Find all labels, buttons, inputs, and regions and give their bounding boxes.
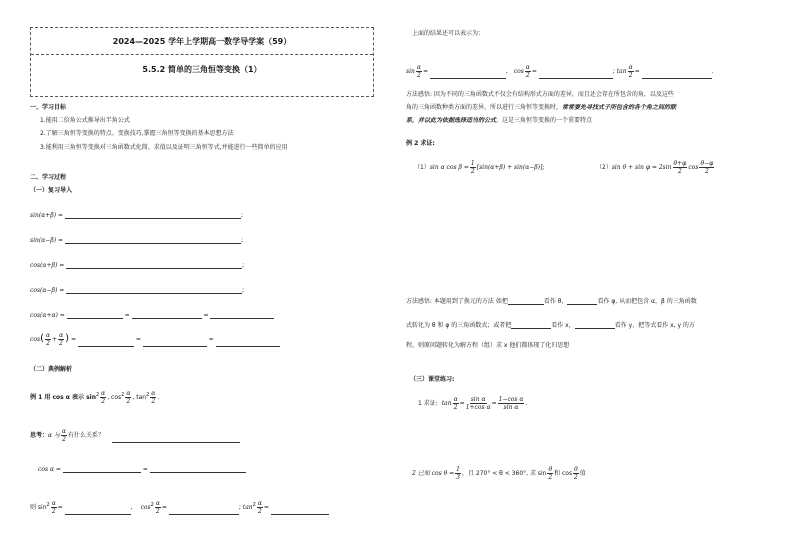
formula-label: cos(α−β) = xyxy=(30,287,65,294)
fraction: $\frac{\alpha}{2}$ xyxy=(151,390,156,405)
above-results-text: 上面的结果还可以表示为： xyxy=(412,30,485,37)
half-angle-line: 则 $\sin^2$ $\frac{\alpha}{2}$ = , $\cos^2$ $\frac{\alpha}{2}$ = ; $\tan^2$ $\frac{\alpha}{2}$ = xyxy=(30,500,329,515)
text: 看作 θ， xyxy=(543,298,568,305)
method-note-2-line-3: 程，则原问题转化为解方程（组）求 x 他们都体现了化归思想 xyxy=(406,342,570,349)
method-note-1-line-3 xyxy=(406,117,592,124)
equals: = xyxy=(203,312,209,319)
formula-label: cos(α+α) = xyxy=(30,312,65,319)
fraction: $\frac{\alpha}{2}$ xyxy=(453,396,458,411)
answer-blank[interactable] xyxy=(65,508,131,515)
fraction: $\frac{\alpha}{2}$ xyxy=(45,332,51,347)
text: sin xyxy=(406,68,415,75)
fraction: $\frac{\alpha}{2}$ xyxy=(51,500,56,515)
emphasis-text: 常常要先寻找式子所包含的各个角之间的联 xyxy=(562,104,677,111)
fraction: $\frac{1}{3}$ xyxy=(456,466,460,481)
examples-heading: （二）典例解析 xyxy=(30,366,73,373)
review-line-1 xyxy=(30,212,243,219)
fraction: $\frac{\alpha}{2}$ xyxy=(257,500,262,515)
example-label: 例 1 用 cos α 表示 sin xyxy=(30,394,96,401)
answer-blank[interactable] xyxy=(210,312,274,319)
text: 看作 x， xyxy=(551,322,575,329)
answer-blank[interactable] xyxy=(67,312,123,319)
answer-blank[interactable] xyxy=(539,72,613,79)
answer-blank[interactable] xyxy=(508,298,544,305)
method-note-1-line-2 xyxy=(406,104,676,111)
text: tan xyxy=(242,504,253,511)
fraction: $\frac{\theta+\varphi}{2}$ xyxy=(673,160,687,175)
objective-2: 2.了解三角恒等变换的特点、变换技巧,掌握三角恒等变换的基本思想方法 xyxy=(40,130,234,137)
equals: = xyxy=(208,336,214,343)
review-line-4 xyxy=(30,287,244,294)
text: 值 xyxy=(579,470,586,477)
answer-blank[interactable] xyxy=(271,508,329,515)
punct: . xyxy=(525,400,528,407)
punct: ; xyxy=(238,504,241,511)
equals: = xyxy=(263,504,269,511)
formula-label: cos xyxy=(30,336,41,343)
answer-blank[interactable] xyxy=(66,287,245,294)
practice-2 xyxy=(412,466,586,481)
text: 看作 φ, 从而把包含 α，β 的三角函数 xyxy=(597,298,697,305)
header-box xyxy=(30,27,374,97)
answer-blank[interactable] xyxy=(65,212,241,219)
equals: = xyxy=(57,504,63,511)
formula: tan xyxy=(441,400,452,407)
answer-blank[interactable] xyxy=(169,508,239,515)
formula: sin θ + sin φ = 2sin xyxy=(611,164,672,171)
text: cos xyxy=(513,68,524,75)
answer-blank[interactable] xyxy=(216,340,280,347)
text: 方法感悟: 本题用到了换元的方法 如把 xyxy=(406,298,508,305)
cos-a-line xyxy=(38,466,246,473)
answer-blank[interactable] xyxy=(78,340,134,347)
text: , cos xyxy=(107,394,122,401)
text: 2 已知 cos θ = xyxy=(412,470,455,477)
example-2-part-1 xyxy=(414,160,544,175)
text: 则 sin xyxy=(30,504,47,511)
answer-blank[interactable] xyxy=(430,72,506,79)
review-heading: （一）复习导入 xyxy=(30,187,73,194)
formula: cos xyxy=(688,164,699,171)
text: ，且 270° < θ < 360°, 求 sin xyxy=(461,470,547,477)
fraction: $\frac{\text{1−cos α}}{\text{sin α}}$ xyxy=(498,396,524,411)
text: ，这是三角恒等变换的一个重要特点 xyxy=(496,117,593,124)
method-note-1-line-1: 方法感悟: 因为不同的三角函数式不仅会有结构形式方面的差异，而且还会存在所包含的角，以及这些 xyxy=(406,91,674,98)
equals: = xyxy=(161,504,167,511)
punct: ; xyxy=(612,68,615,75)
objective-3: 3.能利用三角恒等变换对三角函数式化简、求值以及证明三角恒等式,并能进行一些简单的应用 xyxy=(40,144,288,151)
answer-blank[interactable] xyxy=(143,340,207,347)
practice-1 xyxy=(418,396,527,411)
answer-blank[interactable] xyxy=(150,466,246,473)
text: 式转化为 θ 和 φ 的三角函数式；或者把 xyxy=(406,322,512,329)
answer-blank[interactable] xyxy=(511,322,551,329)
fraction: $\frac{\alpha}{2}$ xyxy=(525,64,530,79)
method-note-2-line-2 xyxy=(406,322,695,329)
equals: = xyxy=(459,400,465,407)
emphasis-text: 系，并以此为依据选择适当的公式 xyxy=(406,117,497,124)
formula: [sin(α+β) + sin(α−β)]; xyxy=(476,164,545,171)
fraction: $\frac{\theta-\varphi}{2}$ xyxy=(700,160,714,175)
formula-label: cos α = xyxy=(38,466,61,473)
fraction: $\frac{\alpha}{2}$ xyxy=(61,428,67,443)
header-divider xyxy=(31,54,373,55)
equals: = xyxy=(135,336,141,343)
answer-blank[interactable] xyxy=(65,237,241,244)
equals: = xyxy=(634,68,640,75)
punct: , xyxy=(130,504,133,511)
formula-label: sin(α+β) = xyxy=(30,212,64,219)
worksheet-title: 2024—2025 学年上学期高一数学导学案（59） xyxy=(112,37,292,46)
answer-blank[interactable] xyxy=(66,262,245,269)
fraction: $\frac{\alpha}{2}$ xyxy=(126,390,131,405)
formula-label: sin(α−β) = xyxy=(30,237,64,244)
text: （1） xyxy=(414,164,430,171)
objectives-heading: 一、学习目标 xyxy=(30,104,67,111)
answer-blank[interactable] xyxy=(575,322,615,329)
objective-1: 1.能用二倍角公式推导出半角公式 xyxy=(40,117,130,124)
review-line-3 xyxy=(30,262,244,269)
punct: . xyxy=(157,394,160,401)
text: cos xyxy=(140,504,151,511)
answer-blank[interactable] xyxy=(112,436,240,443)
equals: = xyxy=(70,336,76,343)
text: α 与 xyxy=(48,432,60,439)
fraction: $\frac{\text{sin α}}{\text{1+cos α}}$ xyxy=(465,396,491,411)
fraction: $\frac{\alpha}{2}$ xyxy=(628,64,633,79)
punct: ; xyxy=(242,287,245,294)
example-2-heading: 例 2 求证: xyxy=(406,140,435,147)
fraction: $\frac{1}{2}$ xyxy=(470,160,475,175)
double-angle-line xyxy=(30,312,274,319)
think-question xyxy=(30,428,240,443)
text: 角的三角函数种类方面的差异，所以进行三角恒等变换时， xyxy=(406,104,563,111)
method-note-2-line-1 xyxy=(406,298,697,305)
text: （2） xyxy=(596,164,612,171)
think-label: 思考： xyxy=(30,432,49,439)
fraction: $\frac{\alpha}{2}$ xyxy=(59,332,64,347)
answer-blank[interactable] xyxy=(567,298,597,305)
formula-label: cos(α+β) = xyxy=(30,262,65,269)
fraction: $\frac{\theta}{2}$ xyxy=(573,466,578,481)
cos-half-sum-line: cos( $\frac{\alpha}{2}$ + $\frac{\alpha}{2}$ ) = = = xyxy=(30,332,280,347)
lesson-title: 5.5.2 简单的三角恒等变换（1） xyxy=(142,65,262,74)
punct: , xyxy=(505,68,508,75)
text: , tan xyxy=(132,394,147,401)
equals: = xyxy=(491,400,497,407)
review-line-2 xyxy=(30,237,243,244)
text: 看作 y，把等式看作 x, y 的方 xyxy=(614,322,695,329)
example-2-part-2 xyxy=(596,160,715,175)
equals: = xyxy=(124,312,130,319)
punct: ; xyxy=(240,212,243,219)
fraction: $\frac{\alpha}{2}$ xyxy=(155,500,160,515)
fraction: $\frac{\alpha}{2}$ xyxy=(416,64,421,79)
formula: sin α cos β = xyxy=(429,164,469,171)
text: 有什么关系？ xyxy=(68,432,105,439)
half-angle-alt-line xyxy=(406,64,714,79)
equals: = xyxy=(531,68,537,75)
equals: = xyxy=(422,68,428,75)
process-heading: 二、学习过程 xyxy=(30,174,67,181)
example-1: 例 1 用 cos α 表示 $\sin^2$ $\frac{\alpha}{2}$ , $\cos^2$ $\frac{\alpha}{2}$ , $\tan^2$ $\frac{\alpha}{2}$ . xyxy=(30,390,160,405)
punct: . xyxy=(711,68,714,75)
punct: ; xyxy=(242,262,245,269)
fraction: $\frac{\alpha}{2}$ xyxy=(101,390,106,405)
text: 和 cos xyxy=(554,470,573,477)
practice-heading: （三）课堂练习: xyxy=(410,376,455,383)
answer-blank[interactable] xyxy=(642,72,712,79)
text: 1 求证: xyxy=(418,400,438,407)
punct: ; xyxy=(240,237,243,244)
answer-blank[interactable] xyxy=(132,312,202,319)
text: tan xyxy=(616,68,627,75)
fraction: $\frac{\theta}{2}$ xyxy=(548,466,553,481)
answer-blank[interactable] xyxy=(63,466,141,473)
equals: = xyxy=(142,466,148,473)
